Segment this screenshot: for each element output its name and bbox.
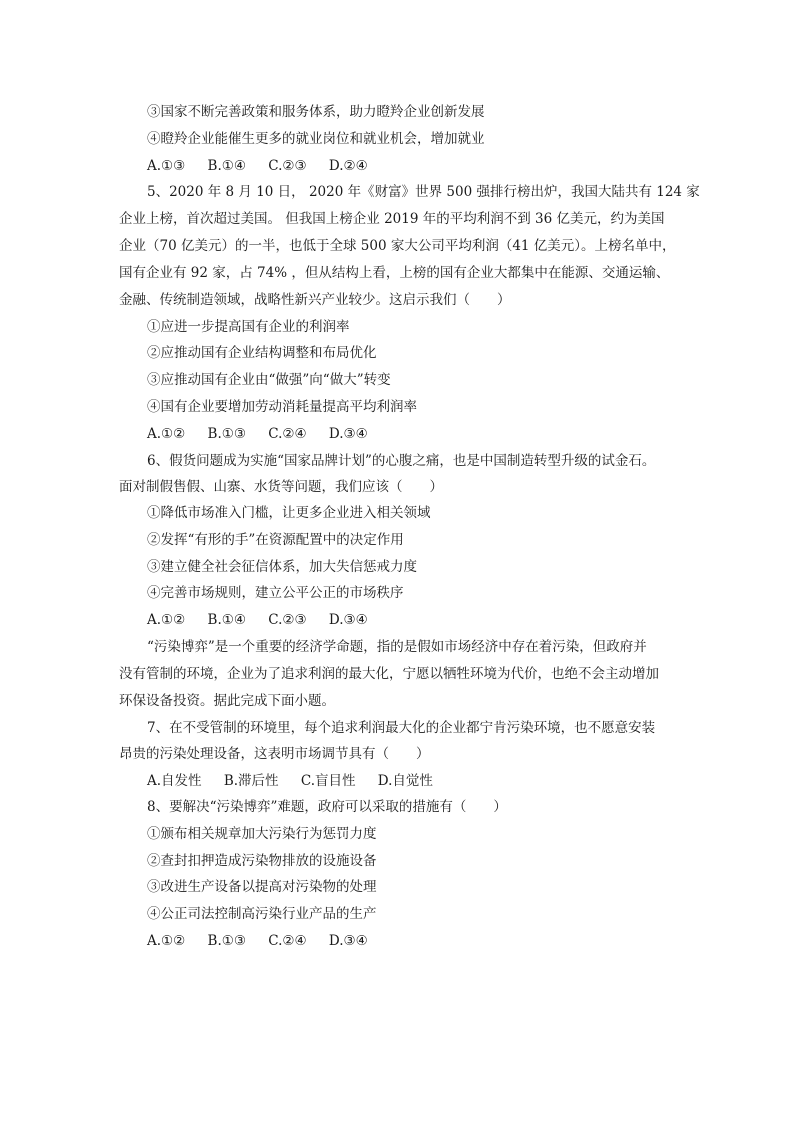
choice-item: ②应推动国有企业结构调整和布局优化 [147,345,377,361]
option-b: B.①③ [207,426,246,442]
option-b: B.①④ [207,158,246,174]
option-a: A.自发性 [147,773,202,789]
choice-item: ②查封扣押造成污染物排放的设施设备 [147,853,377,869]
question-5-stem-line: 国有企业有 92 家，占 74% ，但从结构上看，上榜的国有企业大都集中在能源、交通运输、 [119,265,670,281]
option-c: C.②③ [268,158,307,174]
option-a: A.①② [147,426,186,442]
option-d: D.③④ [328,933,368,949]
choice-item: ③建立健全社会征信体系，加大失信惩戒力度 [147,559,417,575]
option-c: C.②④ [268,426,307,442]
option-d: D.③④ [328,426,368,442]
option-d: D.③④ [328,612,368,628]
choice-item: ④瞪羚企业能催生更多的就业岗位和就业机会，增加就业 [147,131,485,147]
question-8-stem-line: 8、要解决“污染博弈”难题，政府可以采取的措施有（ ） [147,799,507,815]
option-d: D.②④ [328,158,368,174]
choice-item: ②发挥“有形的手”在资源配置中的决定作用 [147,532,404,548]
answer-options [147,931,368,951]
option-a: A.①② [147,933,186,949]
choice-item: ①颁布相关规章加大污染行为惩罚力度 [147,826,377,842]
option-d: D.自觉性 [377,773,433,789]
option-b: B.滞后性 [223,773,279,789]
question-5-stem-line: 金融、传统制造领域，战略性新兴产业较少。这启示我们（ ） [119,292,511,308]
option-b: B.①④ [207,612,246,628]
option-c: C.②③ [268,612,307,628]
question-5-stem-line: 企业上榜，首次超过美国。 但我国上榜企业 2019 年的平均利润不到 36 亿美元，约为美国 [119,211,665,227]
answer-options [147,610,368,630]
question-7-stem-line: 7、在不受管制的环境里，每个追求利润最大化的企业都宁肯污染环境，也不愿意安装 [147,720,656,736]
option-c: C.盲目性 [300,773,356,789]
passage-line: “污染博弈”是一个重要的经济学命题，指的是假如市场经济中存在着污染，但政府并 [147,639,647,655]
choice-item: ④完善市场规则，建立公平公正的市场秩序 [147,585,404,601]
question-5-stem-line: 企业（70 亿美元）的一半，也低于全球 500 家大公司平均利润（41 亿美元）。上榜名单中， [119,238,676,254]
question-7-stem-line: 昂贵的污染处理设备，这表明市场调节具有（ ） [119,746,430,762]
choice-item: ④国有企业要增加劳动消耗量提高平均利润率 [147,399,417,415]
question-5-stem-line: 5、2020 年 8 月 10 日， 2020 年《财富》世界 500 强排行榜出炉，我国大陆共有 124 家 [147,184,700,200]
choice-item: ③国家不断完善政策和服务体系，助力瞪羚企业创新发展 [147,104,485,120]
answer-options [147,156,368,176]
option-c: C.②④ [268,933,307,949]
passage-line: 没有管制的环境，企业为了追求利润的最大化，宁愿以牺牲环境为代价，也绝不会主动增加 [119,666,659,682]
question-6-stem-line: 面对制假售假、山寨、水货等问题，我们应该（ ） [119,479,443,495]
choice-item: ①降低市场准入门槛，让更多企业进入相关领域 [147,505,431,521]
choice-item: ③改进生产设备以提高对污染物的处理 [147,879,377,895]
choice-item: ③应推动国有企业由“做强”向“做大”转变 [147,372,391,388]
choice-item: ④公正司法控制高污染行业产品的生产 [147,906,377,922]
question-6-stem-line: 6、假货问题成为实施“国家品牌计划”的心腹之痛，也是中国制造转型升级的试金石。 [147,453,656,469]
answer-options [147,771,433,791]
option-a: A.①③ [147,158,186,174]
option-a: A.①② [147,612,186,628]
answer-options [147,424,368,444]
choice-item: ①应进一步提高国有企业的利润率 [147,319,350,335]
option-b: B.①③ [207,933,246,949]
passage-line: 环保设备投资。据此完成下面小题。 [119,693,335,709]
